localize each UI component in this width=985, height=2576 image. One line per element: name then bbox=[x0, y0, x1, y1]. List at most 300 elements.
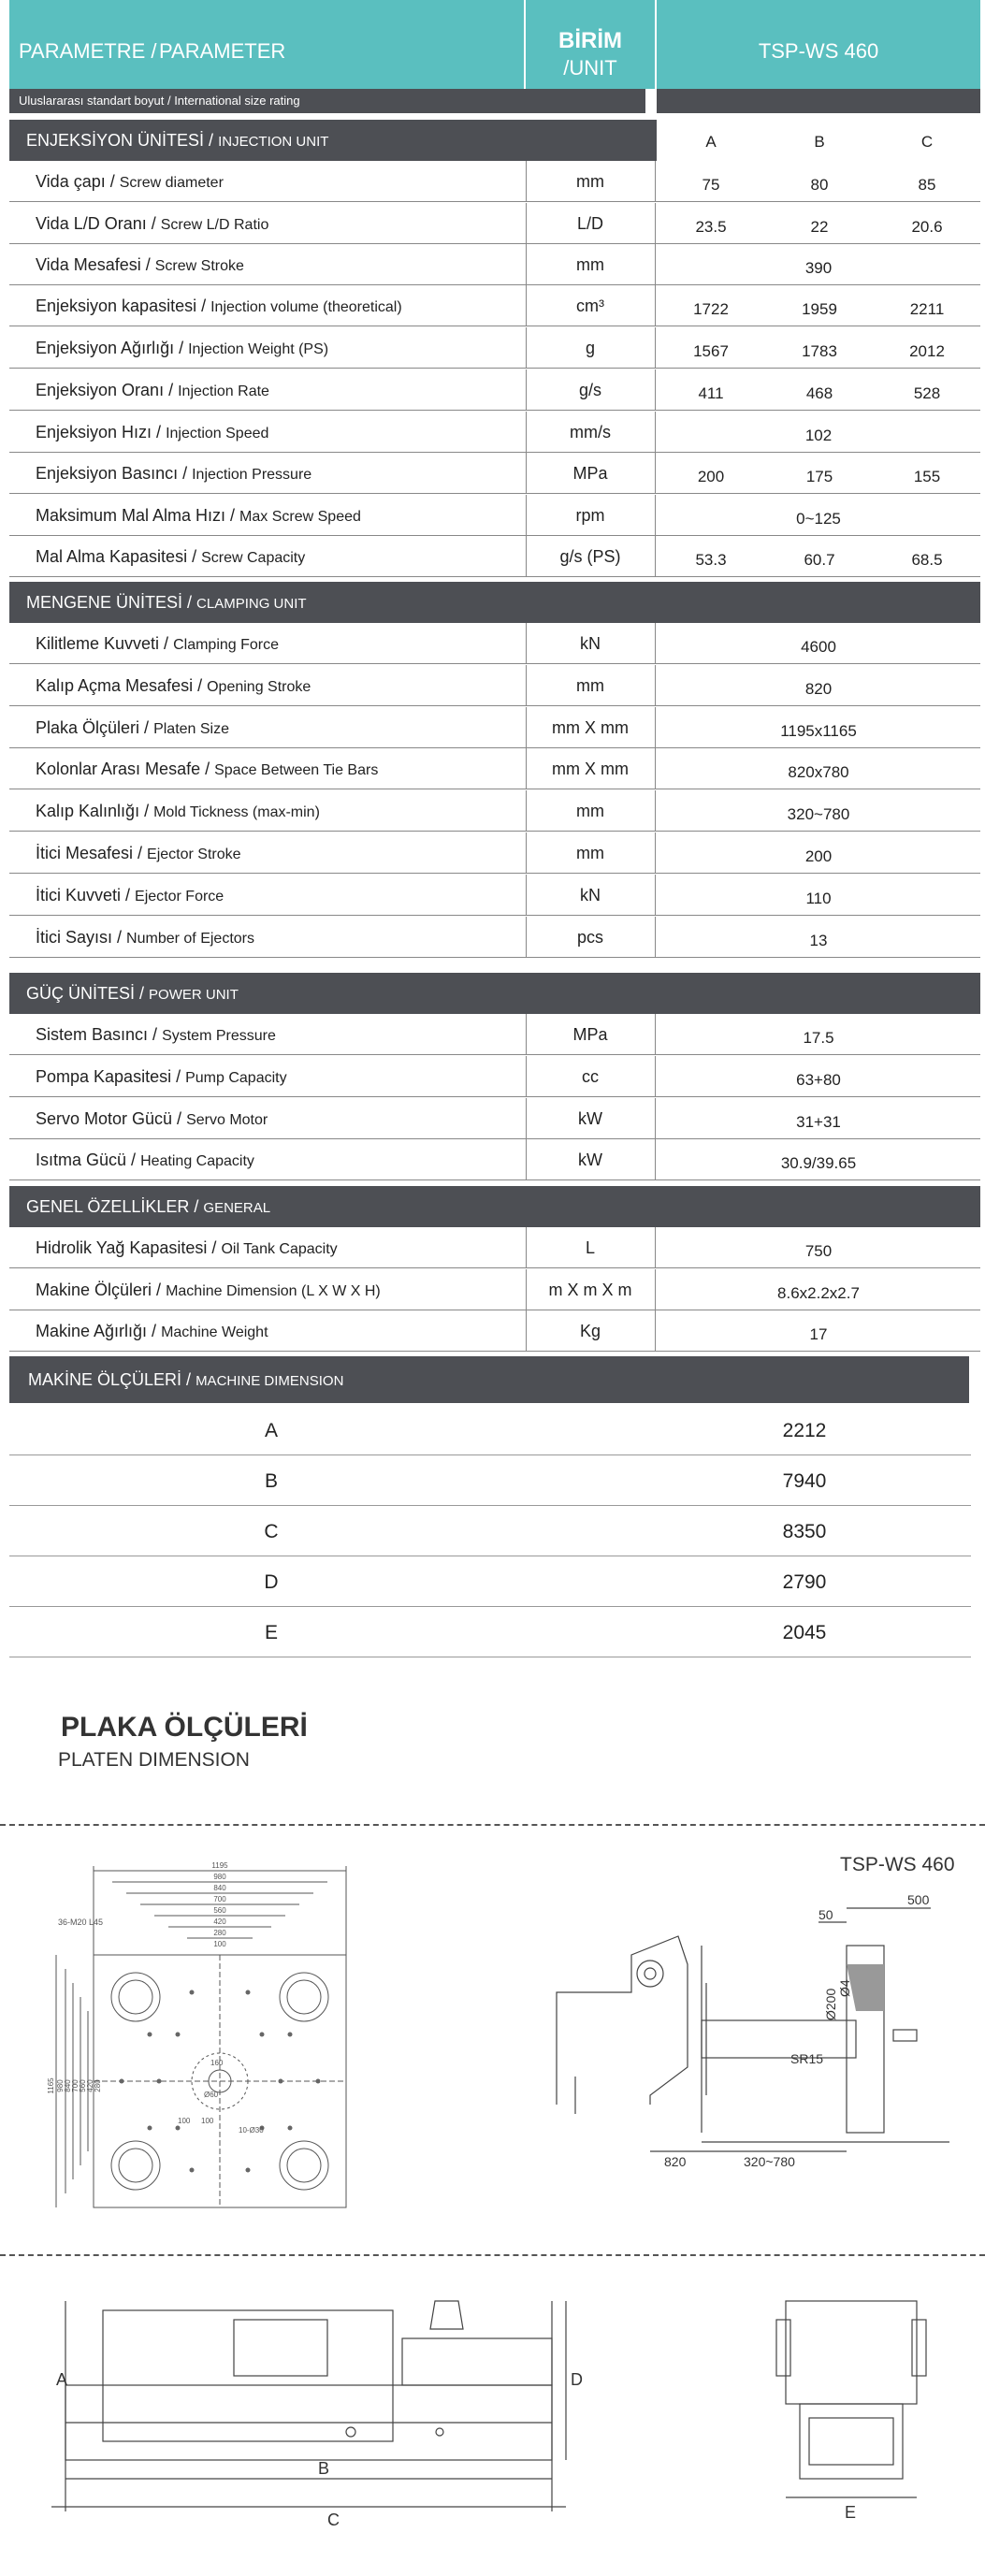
spec-label-en: Machine Dimension (L X W X H) bbox=[166, 1283, 381, 1299]
subheader-text: Uluslararası standart boyut / International size rating bbox=[9, 89, 645, 113]
spec-label-tr: Servo Motor Gücü / bbox=[36, 1109, 182, 1128]
col-divider bbox=[526, 453, 527, 494]
spec-label bbox=[36, 1139, 254, 1182]
spec-value-c: 528 bbox=[913, 384, 941, 402]
spec-label-en: Heating Capacity bbox=[140, 1153, 254, 1169]
end-view-upper bbox=[786, 2301, 917, 2404]
section-general-tr: GENEL ÖZELLİKLER / bbox=[26, 1197, 199, 1216]
dim-top-5: 420 bbox=[213, 1918, 226, 1926]
col-divider bbox=[655, 875, 656, 916]
spec-label bbox=[36, 832, 241, 876]
spec-label bbox=[36, 1227, 338, 1270]
col-divider bbox=[655, 1227, 656, 1268]
row-divider bbox=[9, 957, 980, 958]
dimension-row bbox=[9, 1456, 971, 1506]
spec-label-en: Ejector Stroke bbox=[147, 847, 241, 862]
spec-label bbox=[36, 495, 361, 538]
spec-label-en: Servo Motor bbox=[186, 1112, 268, 1128]
col-divider bbox=[526, 1310, 527, 1352]
col-divider bbox=[526, 748, 527, 789]
row-divider bbox=[9, 873, 980, 874]
spec-value-c: 155 bbox=[913, 468, 941, 485]
machine-label-c: C bbox=[327, 2511, 340, 2529]
spec-label-en: Platen Size bbox=[153, 721, 229, 737]
col-divider bbox=[655, 327, 656, 369]
divider-top bbox=[0, 1824, 985, 1826]
spec-label-en: Injection Pressure bbox=[192, 467, 312, 483]
platen-subtitle: PLATEN DIMENSION bbox=[58, 1749, 250, 1771]
spec-value-c: 68.5 bbox=[911, 551, 943, 569]
spec-label-tr: Makine Ağırlığı / bbox=[36, 1322, 157, 1340]
spec-label-en: Mold Tickness (max-min) bbox=[153, 804, 320, 820]
dimension-value: 2045 bbox=[782, 1622, 827, 1643]
section-injection-en: INJECTION UNIT bbox=[218, 134, 329, 150]
col-divider bbox=[526, 203, 527, 244]
spec-value: 0~125 bbox=[796, 510, 841, 528]
col-divider bbox=[655, 1014, 656, 1055]
spec-label bbox=[36, 1056, 287, 1099]
spec-label bbox=[36, 665, 311, 708]
moving-platen-outline bbox=[557, 1936, 688, 2105]
spec-unit: pcs bbox=[576, 928, 603, 947]
spec-value: 750 bbox=[804, 1242, 833, 1260]
spec-value-a: 411 bbox=[698, 384, 724, 402]
col-divider bbox=[655, 1310, 656, 1352]
spec-value-c: 85 bbox=[918, 176, 936, 194]
spec-label-en: Injection Weight (PS) bbox=[188, 341, 329, 357]
dimension-value: 2212 bbox=[782, 1420, 827, 1441]
injection-col-headers bbox=[9, 120, 980, 161]
section-clamping bbox=[9, 582, 980, 623]
spec-unit: mm bbox=[576, 802, 604, 820]
spec-label-en: Space Between Tie Bars bbox=[214, 762, 379, 778]
spec-unit: cc bbox=[582, 1067, 599, 1086]
machine-end-view bbox=[748, 2282, 954, 2563]
subheader bbox=[9, 89, 980, 113]
hole-label: 10-Ø30 bbox=[239, 2126, 264, 2135]
col-divider bbox=[526, 832, 527, 874]
spec-value: 1195x1165 bbox=[780, 722, 857, 740]
spec-row bbox=[9, 244, 980, 285]
section-power-tr: GÜÇ ÜNİTESİ / bbox=[26, 984, 145, 1003]
spec-label-en: Ejector Force bbox=[135, 889, 225, 904]
spec-label-tr: Enjeksiyon Basıncı / bbox=[36, 464, 188, 483]
col-divider bbox=[526, 536, 527, 577]
spec-unit: rpm bbox=[575, 506, 605, 525]
row-divider bbox=[9, 1054, 980, 1055]
col-divider bbox=[526, 1269, 527, 1310]
spec-label-en: Clamping Force bbox=[173, 637, 280, 653]
spec-row bbox=[9, 285, 980, 326]
spec-label-tr: Plaka Ölçüleri / bbox=[36, 718, 150, 737]
col-divider bbox=[526, 790, 527, 832]
col-divider bbox=[655, 495, 656, 536]
spec-label-tr: Enjeksiyon Ağırlığı / bbox=[36, 339, 184, 357]
spec-label bbox=[36, 1014, 276, 1057]
spec-row bbox=[9, 875, 980, 916]
spec-unit: L/D bbox=[576, 214, 603, 233]
section-clamping-en: CLAMPING UNIT bbox=[196, 596, 307, 612]
spec-label-tr: İtici Sayısı / bbox=[36, 928, 123, 947]
dim-left-0: 1165 bbox=[47, 2077, 55, 2094]
side-dim-2: Ø200 bbox=[823, 1988, 838, 2020]
col-divider bbox=[526, 707, 527, 748]
spec-label-tr: İtici Mesafesi / bbox=[36, 844, 143, 862]
spec-label bbox=[36, 1310, 268, 1353]
divider-bottom bbox=[0, 2254, 985, 2256]
header-model-cell bbox=[657, 0, 980, 89]
section-clamping-tr: MENGENE ÜNİTESİ / bbox=[26, 593, 193, 612]
header-param-tr: PARAMETRE / bbox=[19, 39, 157, 63]
section-general-en: GENERAL bbox=[203, 1200, 271, 1216]
spec-label-en: System Pressure bbox=[162, 1028, 276, 1044]
small-dim-0: 160 bbox=[210, 2059, 224, 2067]
spec-unit: mm bbox=[576, 676, 604, 695]
side-dim-6: 320~780 bbox=[744, 2154, 795, 2169]
dim-left-5: 420 bbox=[86, 2079, 94, 2092]
header-unit-tr: BİRİM bbox=[558, 28, 622, 53]
row-divider bbox=[9, 368, 980, 369]
spec-label-tr: Enjeksiyon Oranı / bbox=[36, 381, 174, 399]
spec-value: 17 bbox=[809, 1325, 828, 1343]
spec-row bbox=[9, 748, 980, 789]
spec-label-en: Screw diameter bbox=[119, 175, 224, 191]
spec-unit: g/s (PS) bbox=[559, 547, 621, 566]
machine-label-d: D bbox=[571, 2370, 583, 2389]
spec-unit: g bbox=[585, 339, 595, 357]
col-divider bbox=[655, 536, 656, 577]
spec-value: 13 bbox=[809, 932, 828, 949]
thread-label: 36-M20 L45 bbox=[58, 1918, 104, 1927]
spec-value-a: 1567 bbox=[693, 342, 729, 360]
spec-value: 17.5 bbox=[803, 1029, 834, 1047]
col-divider bbox=[655, 161, 656, 202]
row-divider bbox=[9, 1179, 980, 1180]
col-divider bbox=[526, 1227, 527, 1268]
spec-unit: m X m X m bbox=[548, 1281, 632, 1299]
machine-label-b: B bbox=[318, 2459, 330, 2478]
spec-label bbox=[36, 536, 305, 579]
spec-label-en: Machine Weight bbox=[161, 1324, 268, 1340]
spec-row bbox=[9, 790, 980, 832]
dimension-value: 8350 bbox=[782, 1521, 827, 1542]
col-divider bbox=[526, 1056, 527, 1097]
col-divider bbox=[655, 285, 656, 326]
section-injection-tr: ENJEKSİYON ÜNİTESİ / bbox=[26, 131, 214, 150]
spec-row bbox=[9, 161, 980, 202]
col-divider bbox=[655, 665, 656, 706]
spec-label-tr: Makine Ölçüleri / bbox=[36, 1281, 162, 1299]
side-dim-3: Ø4 bbox=[837, 1979, 852, 1997]
row-divider bbox=[9, 576, 980, 577]
spec-row bbox=[9, 453, 980, 494]
platen-drawing bbox=[37, 1852, 430, 2226]
machine-label-e: E bbox=[845, 2503, 857, 2522]
spec-value: 102 bbox=[804, 427, 833, 444]
spec-label-tr: Mal Alma Kapasitesi / bbox=[36, 547, 197, 566]
spec-value-b: 1959 bbox=[802, 300, 837, 318]
small-dim-1: 100 bbox=[178, 2117, 191, 2125]
spec-unit: mm X mm bbox=[552, 760, 629, 778]
spec-value-a: 53.3 bbox=[695, 551, 727, 569]
spec-label-tr: İtici Kuvveti / bbox=[36, 886, 131, 904]
spec-unit: mm bbox=[576, 844, 604, 862]
header-parameter-cell bbox=[9, 0, 524, 89]
spec-unit: L bbox=[585, 1238, 595, 1257]
col-divider bbox=[526, 1014, 527, 1055]
dim-top-3: 700 bbox=[213, 1895, 226, 1903]
col-divider bbox=[655, 1098, 656, 1139]
spec-label-tr: Kalıp Kalınlığı / bbox=[36, 802, 150, 820]
spec-value: 31+31 bbox=[796, 1113, 841, 1131]
col-divider bbox=[655, 748, 656, 789]
spec-label-tr: Kalıp Açma Mesafesi / bbox=[36, 676, 203, 695]
header-unit-en: /UNIT bbox=[563, 56, 617, 80]
spec-row bbox=[9, 495, 980, 536]
col-divider bbox=[655, 623, 656, 664]
row-divider bbox=[9, 1267, 980, 1268]
spec-label bbox=[36, 412, 268, 455]
spec-value-b: 22 bbox=[810, 218, 829, 236]
dim-top-2: 840 bbox=[213, 1884, 226, 1892]
col-divider bbox=[655, 453, 656, 494]
col-divider bbox=[655, 412, 656, 453]
spec-label-tr: Isıtma Gücü / bbox=[36, 1151, 137, 1169]
header-model: TSP-WS 460 bbox=[758, 39, 879, 63]
spec-label bbox=[36, 161, 224, 204]
subheader-right bbox=[657, 89, 980, 113]
spec-label-en: Screw L/D Ratio bbox=[160, 217, 269, 233]
dim-top-1: 980 bbox=[213, 1873, 226, 1881]
machine-label-a: A bbox=[56, 2370, 68, 2389]
spec-label-tr: Pompa Kapasitesi / bbox=[36, 1067, 181, 1086]
section-power-en: POWER UNIT bbox=[149, 987, 239, 1003]
spec-unit: cm³ bbox=[576, 297, 604, 315]
col-divider bbox=[526, 875, 527, 916]
dim-left-4: 560 bbox=[79, 2079, 87, 2092]
dimension-key: A bbox=[264, 1420, 278, 1441]
col-divider bbox=[526, 285, 527, 326]
dimension-row bbox=[9, 1557, 971, 1607]
dimension-key: D bbox=[264, 1571, 279, 1593]
dimension-row bbox=[9, 1608, 971, 1657]
dimension-key: E bbox=[264, 1622, 278, 1643]
side-drawing bbox=[538, 1892, 959, 2170]
table-header bbox=[9, 0, 980, 89]
spec-label-en: Injection volume (theoretical) bbox=[210, 299, 402, 315]
row-divider bbox=[9, 493, 980, 494]
spec-row bbox=[9, 1269, 980, 1310]
machine-side-view bbox=[47, 2282, 608, 2563]
spec-label bbox=[36, 1098, 268, 1141]
side-dim-5: 820 bbox=[664, 2154, 687, 2169]
spec-label bbox=[36, 790, 320, 833]
header-param-en: PARAMETER bbox=[159, 39, 286, 63]
spec-value: 8.6x2.2x2.7 bbox=[777, 1284, 860, 1302]
dimension-key: B bbox=[264, 1470, 278, 1492]
spec-label bbox=[36, 875, 224, 918]
dim-left-1: 980 bbox=[56, 2079, 65, 2092]
spec-value-a: 75 bbox=[702, 176, 720, 194]
row-divider bbox=[9, 201, 980, 202]
spec-label bbox=[36, 285, 402, 328]
col-divider bbox=[526, 327, 527, 369]
spec-label-tr: Maksimum Mal Alma Hızı / bbox=[36, 506, 236, 525]
col-divider bbox=[526, 1098, 527, 1139]
col-divider bbox=[526, 369, 527, 411]
spec-unit: g/s bbox=[578, 381, 601, 399]
section-machine bbox=[9, 1356, 969, 1403]
spec-value: 110 bbox=[805, 890, 832, 907]
spec-value: 200 bbox=[804, 847, 833, 865]
spec-unit: MPa bbox=[572, 1025, 608, 1044]
dimension-row bbox=[9, 1507, 971, 1556]
platen-model: TSP-WS 460 bbox=[840, 1854, 955, 1875]
spec-label-tr: Kolonlar Arası Mesafe / bbox=[36, 760, 210, 778]
row-divider bbox=[9, 915, 980, 916]
row-divider bbox=[9, 1351, 980, 1352]
spec-row bbox=[9, 536, 980, 577]
dim-left-6: 280 bbox=[94, 2079, 102, 2092]
col-divider bbox=[655, 369, 656, 411]
spec-label-tr: Vida çapı / bbox=[36, 172, 115, 191]
spec-label-tr: Hidrolik Yağ Kapasitesi / bbox=[36, 1238, 217, 1257]
col-divider bbox=[526, 623, 527, 664]
col-divider bbox=[655, 917, 656, 958]
spec-label-en: Pump Capacity bbox=[185, 1070, 287, 1086]
spec-unit: kW bbox=[578, 1109, 602, 1128]
spec-row bbox=[9, 623, 980, 664]
col-divider bbox=[526, 244, 527, 285]
col-divider bbox=[655, 1139, 656, 1180]
row-divider bbox=[9, 705, 980, 706]
spec-row bbox=[9, 369, 980, 411]
dim-top-6: 280 bbox=[213, 1929, 226, 1937]
spec-label bbox=[36, 707, 229, 750]
spec-label-en: Max Screw Speed bbox=[239, 509, 361, 525]
spec-value: 4600 bbox=[801, 638, 836, 656]
col-divider bbox=[655, 1269, 656, 1310]
spec-value: 320~780 bbox=[787, 805, 850, 823]
dim-top-0: 1195 bbox=[211, 1861, 228, 1870]
spec-label bbox=[36, 327, 328, 370]
spec-row bbox=[9, 412, 980, 453]
spec-value: 390 bbox=[804, 259, 833, 277]
spec-value: 63+80 bbox=[796, 1071, 841, 1089]
side-dim-0: 500 bbox=[907, 1892, 930, 1907]
spec-unit: MPa bbox=[572, 464, 608, 483]
spec-label bbox=[36, 917, 254, 960]
spec-row bbox=[9, 1056, 980, 1097]
row-divider bbox=[9, 663, 980, 664]
col-divider bbox=[655, 832, 656, 874]
col-divider bbox=[655, 203, 656, 244]
col-divider bbox=[526, 1139, 527, 1180]
spec-unit: kN bbox=[580, 886, 601, 904]
spec-unit: mm X mm bbox=[552, 718, 629, 737]
dim-left-2: 840 bbox=[64, 2079, 72, 2092]
spec-label bbox=[36, 623, 279, 666]
spec-row bbox=[9, 1014, 980, 1055]
spec-label-tr: Enjeksiyon kapasitesi / bbox=[36, 297, 207, 315]
spec-value: 820 bbox=[804, 680, 833, 698]
spec-value-b: 60.7 bbox=[804, 551, 835, 569]
side-dim-4: SR15 bbox=[790, 2051, 824, 2066]
spec-row bbox=[9, 1098, 980, 1139]
spec-label-tr: Vida L/D Oranı / bbox=[36, 214, 156, 233]
spec-unit: kN bbox=[580, 634, 601, 653]
spec-label-en: Injection Speed bbox=[166, 426, 269, 441]
dimension-value: 7940 bbox=[782, 1470, 827, 1492]
section-power bbox=[9, 973, 980, 1014]
spec-label-en: Injection Rate bbox=[178, 384, 269, 399]
spec-unit: Kg bbox=[579, 1322, 601, 1340]
row-divider bbox=[9, 1096, 980, 1097]
spec-row bbox=[9, 1310, 980, 1352]
col-divider bbox=[526, 412, 527, 453]
spec-row bbox=[9, 917, 980, 958]
spec-value-b: 468 bbox=[805, 384, 833, 402]
section-machine-tr: MAKİNE ÖLÇÜLERİ / bbox=[28, 1370, 192, 1389]
col-c-header: C bbox=[920, 133, 934, 151]
spec-value-a: 1722 bbox=[693, 300, 729, 318]
spec-label-tr: Kilitleme Kuvveti / bbox=[36, 634, 169, 653]
spec-label-en: Screw Stroke bbox=[154, 258, 244, 274]
spec-value: 820x780 bbox=[788, 763, 849, 781]
spec-label-en: Opening Stroke bbox=[207, 679, 311, 695]
spec-label bbox=[36, 748, 378, 791]
spec-label-tr: Enjeksiyon Hızı / bbox=[36, 423, 162, 441]
small-dim-3: Ø60 bbox=[204, 2091, 219, 2099]
spec-value-b: 80 bbox=[810, 176, 829, 194]
spec-label-tr: Vida Mesafesi / bbox=[36, 255, 151, 274]
col-divider bbox=[655, 790, 656, 832]
col-divider bbox=[526, 917, 527, 958]
spec-unit: mm bbox=[576, 255, 604, 274]
spec-label-en: Number of Ejectors bbox=[126, 931, 254, 947]
small-dim-2: 100 bbox=[201, 2117, 214, 2125]
spec-label bbox=[36, 369, 269, 412]
spec-row bbox=[9, 327, 980, 369]
section-machine-en: MACHINE DIMENSION bbox=[196, 1373, 344, 1389]
col-divider bbox=[655, 1056, 656, 1097]
spec-value-b: 175 bbox=[805, 468, 833, 485]
spec-unit: mm bbox=[576, 172, 604, 191]
spec-value-c: 2012 bbox=[909, 342, 945, 360]
col-divider bbox=[526, 495, 527, 536]
spec-row bbox=[9, 832, 980, 874]
spec-row bbox=[9, 707, 980, 748]
platen-title: PLAKA ÖLÇÜLERİ bbox=[61, 1712, 308, 1743]
spec-value: 30.9/39.65 bbox=[780, 1154, 857, 1172]
spec-row bbox=[9, 203, 980, 244]
spec-label bbox=[36, 244, 244, 287]
spec-label bbox=[36, 453, 311, 496]
spec-value-c: 2211 bbox=[909, 300, 945, 318]
row-divider bbox=[9, 831, 980, 832]
col-divider bbox=[655, 707, 656, 748]
spec-label-tr: Sistem Basıncı / bbox=[36, 1025, 158, 1044]
dim-top-7: 100 bbox=[213, 1940, 226, 1948]
header-unit-cell bbox=[526, 0, 655, 89]
end-view-base bbox=[800, 2404, 903, 2479]
spec-row bbox=[9, 1227, 980, 1268]
side-dim-1: 50 bbox=[818, 1907, 833, 1922]
spec-row bbox=[9, 1139, 980, 1180]
col-b-header: B bbox=[814, 133, 825, 151]
dim-top-4: 560 bbox=[213, 1906, 226, 1915]
spec-label bbox=[36, 1269, 381, 1312]
